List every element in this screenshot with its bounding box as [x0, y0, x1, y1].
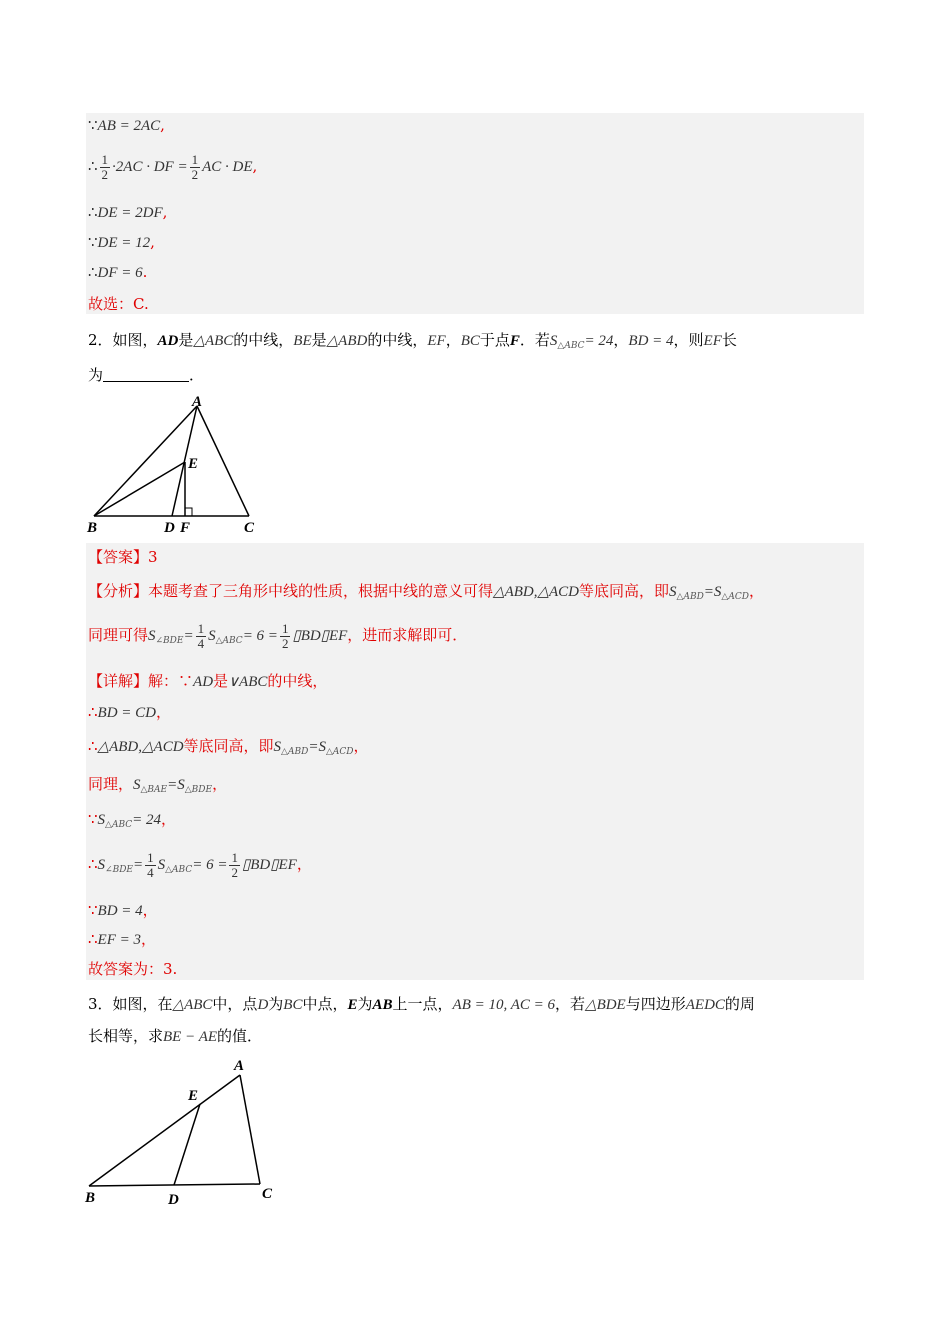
- triangle-abc: △ABC: [193, 333, 234, 349]
- segment-ab: [94, 406, 197, 516]
- math-expression: = 6 =: [192, 857, 228, 873]
- label-b: B: [87, 520, 98, 536]
- s1-line-3: [88, 202, 167, 223]
- s1-line-5: [88, 262, 147, 283]
- figure-triangle-2: [84, 1050, 284, 1210]
- fraction: $\frac{1}{2}$: [191, 151, 199, 182]
- text: 等底同高，即: [183, 737, 274, 755]
- text: 的中线，: [367, 331, 428, 349]
- text: ，: [613, 331, 629, 349]
- text: 与四边形: [625, 995, 686, 1013]
- s1-answer: 故选：C.: [88, 295, 149, 313]
- area-symbol: S: [318, 739, 326, 755]
- analysis-line-2: [88, 616, 467, 660]
- segment-bc: BC: [283, 997, 303, 1013]
- answer-line: [88, 547, 158, 567]
- detail-answer: 故答案为：3.: [88, 960, 178, 978]
- label-c: C: [244, 520, 255, 536]
- therefore-symbol: ∴: [88, 159, 98, 175]
- area-subscript: △BDE: [184, 785, 213, 795]
- label-a: A: [192, 394, 203, 410]
- area-subscript: △ABD: [676, 592, 704, 602]
- punct: ，: [161, 810, 177, 828]
- math-expression: = 6 =: [242, 628, 278, 644]
- text: 是: [213, 672, 229, 690]
- math-expression: DE = 12: [97, 235, 151, 251]
- area-symbol: S: [713, 584, 722, 600]
- equals: =: [703, 584, 714, 600]
- question-number: 3．如图，在: [88, 995, 173, 1013]
- punct: ，: [142, 901, 158, 919]
- segment-ed: [174, 1104, 200, 1185]
- text: 的周: [724, 995, 755, 1013]
- text: 为: [268, 995, 284, 1013]
- detail-line-8: [88, 929, 156, 950]
- detail-line-6: [88, 845, 312, 889]
- given-values: AB = 10, AC = 6: [452, 997, 556, 1013]
- math-expression: DE = 2DF: [97, 205, 163, 221]
- because-symbol: ∵: [88, 901, 98, 919]
- area-symbol: S: [669, 584, 677, 600]
- fraction: $\frac{1}{2}$: [281, 620, 289, 651]
- text: ．若: [519, 331, 550, 349]
- q3-line-2: [88, 1026, 262, 1047]
- punct: ，: [212, 775, 228, 793]
- area-symbol: S: [97, 857, 106, 873]
- q2-line-1: [88, 330, 737, 356]
- equals: =: [167, 777, 178, 793]
- segment-ac: [197, 406, 249, 516]
- detail-line-3: [88, 736, 368, 762]
- segment-ab: AB: [372, 997, 393, 1013]
- detail-line-4: [88, 774, 227, 800]
- text: 的中线，: [267, 672, 328, 690]
- segment-ac: [240, 1075, 260, 1184]
- area-subscript: △ABC: [215, 636, 243, 646]
- equals: =: [308, 739, 319, 755]
- math-expression: ·2AC · DF =: [112, 159, 188, 175]
- q2-line-2: [88, 365, 204, 385]
- area-subscript: △ACD: [721, 592, 749, 602]
- label-f: F: [180, 520, 191, 536]
- text: 同理，: [88, 775, 134, 793]
- text: 本题考查了三角形中线的性质，根据中线的意义可得: [148, 582, 494, 600]
- text: ，若: [555, 995, 586, 1013]
- label-b: B: [85, 1190, 96, 1206]
- math-expression: BD = 4: [97, 903, 143, 919]
- equals: =: [183, 628, 194, 644]
- punct: ，: [156, 703, 172, 721]
- area-symbol: S: [133, 777, 141, 793]
- math-expression: BD = CD: [97, 705, 157, 721]
- therefore-symbol: ∴: [88, 265, 98, 281]
- segment-be: BE: [293, 333, 312, 349]
- text: ．: [189, 366, 205, 384]
- detail-line-2: [88, 702, 171, 723]
- area-subscript: ∠BDE: [105, 865, 133, 875]
- expression: BE − AE: [163, 1029, 218, 1045]
- question-number: 2．如图，: [88, 331, 158, 349]
- detail-line-5: [88, 809, 176, 835]
- text: 长: [721, 331, 737, 349]
- text: 的值．: [217, 1027, 263, 1045]
- therefore-symbol: ∴: [88, 205, 98, 221]
- punct: ，: [296, 855, 312, 873]
- label-e: E: [188, 1088, 199, 1104]
- punct: ，: [141, 930, 157, 948]
- area-subscript: ∠BDE: [155, 636, 184, 646]
- text: 为: [88, 366, 104, 384]
- figure-triangle-1: [84, 390, 274, 540]
- math-expression: ▯BD▯EF: [241, 857, 297, 873]
- label-e: E: [188, 456, 199, 472]
- segment-ef: EF: [703, 333, 722, 349]
- math-expression: AC · DE: [202, 159, 253, 175]
- triangle-abc: ∨ABC: [228, 674, 268, 690]
- math-expression: DF = 6: [97, 265, 143, 281]
- fraction: $\frac{1}{2}$: [231, 849, 238, 880]
- answer-tag: 【答案】: [88, 548, 149, 566]
- because-symbol: ∵: [88, 810, 98, 828]
- detail-line-7: [88, 900, 158, 921]
- area-value: = 24: [584, 333, 614, 349]
- area-symbol: S: [208, 628, 216, 644]
- q3-line-1: [88, 994, 755, 1015]
- math-expression: ▯BD▯EF: [292, 628, 348, 644]
- label-d: D: [168, 1192, 179, 1208]
- area-subscript: △ACD: [325, 747, 354, 757]
- answer-blank: [103, 367, 189, 382]
- text: 于点: [479, 331, 510, 349]
- punct: ,: [150, 233, 155, 251]
- text: ，: [748, 582, 764, 600]
- quadrilateral-aedc: AEDC: [685, 997, 725, 1013]
- triangle-abd: △ABD: [326, 333, 368, 349]
- area-subscript: △ABC: [105, 820, 133, 830]
- bd-value: BD = 4: [628, 333, 674, 349]
- label-a: A: [234, 1058, 245, 1074]
- because-symbol: ∵: [88, 235, 98, 251]
- text: 中点，: [302, 995, 348, 1013]
- punct: ,: [252, 157, 258, 175]
- triangles: △ABD,△ACD: [493, 584, 580, 600]
- text: 等底同高，即: [579, 582, 670, 600]
- because-symbol: ∵: [88, 118, 98, 134]
- analysis-line-1: [88, 581, 764, 607]
- text: 是: [178, 331, 194, 349]
- segment-ad: AD: [157, 333, 179, 349]
- punct: ,: [162, 203, 168, 221]
- area-symbol: S: [273, 739, 282, 755]
- segment-bc: BC: [460, 333, 480, 349]
- area-subscript: △ABC: [165, 865, 193, 875]
- therefore-symbol: ∴: [88, 703, 98, 721]
- fraction: $\frac{1}{4}$: [147, 849, 154, 880]
- punct: .: [142, 263, 148, 281]
- therefore-symbol: ∴: [88, 930, 98, 948]
- segment-ef: EF: [427, 333, 446, 349]
- text: ，则: [673, 331, 704, 349]
- s1-line-4: [88, 232, 155, 253]
- fraction: $\frac{1}{2}$: [101, 151, 109, 182]
- fraction: $\frac{1}{4}$: [197, 620, 205, 651]
- label-d: D: [164, 520, 175, 536]
- area-symbol: S: [177, 777, 185, 793]
- text: 为: [357, 995, 373, 1013]
- text: 同理可得: [88, 626, 149, 644]
- area-symbol: S: [148, 628, 156, 644]
- right-angle-mark: [185, 508, 192, 516]
- area-symbol: S: [549, 333, 558, 349]
- triangles: △ABD,△ACD: [97, 739, 184, 755]
- s1-line-2: [88, 148, 257, 185]
- area-value: = 24: [132, 812, 162, 828]
- area-symbol: S: [97, 812, 106, 828]
- label-c: C: [262, 1186, 273, 1202]
- equals: =: [133, 857, 144, 873]
- area-subscript: △BAE: [140, 785, 168, 795]
- detail-tag: 【详解】: [88, 672, 149, 690]
- text: 上一点，: [392, 995, 453, 1013]
- text: 是: [311, 331, 327, 349]
- segment-be: [94, 462, 185, 516]
- text: 中，点: [212, 995, 258, 1013]
- triangle-bde: △BDE: [585, 997, 626, 1013]
- segment-ad: AD: [193, 674, 214, 690]
- s1-line-1: [88, 115, 165, 136]
- solution-block-1: [86, 113, 864, 314]
- math-expression: EF = 3: [97, 932, 141, 948]
- point-e: E: [347, 997, 358, 1013]
- therefore-symbol: ∴: [88, 855, 98, 873]
- answer-value: 3: [148, 548, 158, 566]
- text: 的中线，: [233, 331, 294, 349]
- text: ，: [445, 331, 461, 349]
- math-expression: AB = 2AC: [97, 118, 161, 134]
- text: 解：∵: [148, 672, 194, 690]
- point-f: F: [509, 333, 520, 349]
- therefore-symbol: ∴: [88, 737, 98, 755]
- area-symbol: S: [157, 857, 166, 873]
- triangle-abc: △ABC: [172, 997, 213, 1013]
- point-d: D: [257, 997, 269, 1013]
- text: ，进而求解即可．: [347, 626, 468, 644]
- area-subscript: △ABC: [557, 341, 585, 351]
- text: 长相等，求: [88, 1027, 164, 1045]
- area-subscript: △ABD: [281, 747, 309, 757]
- punct: ,: [160, 116, 165, 134]
- detail-line-1: [88, 671, 327, 692]
- punct: ，: [353, 737, 369, 755]
- analysis-tag: 【分析】: [88, 582, 149, 600]
- segment-ab: [89, 1075, 240, 1186]
